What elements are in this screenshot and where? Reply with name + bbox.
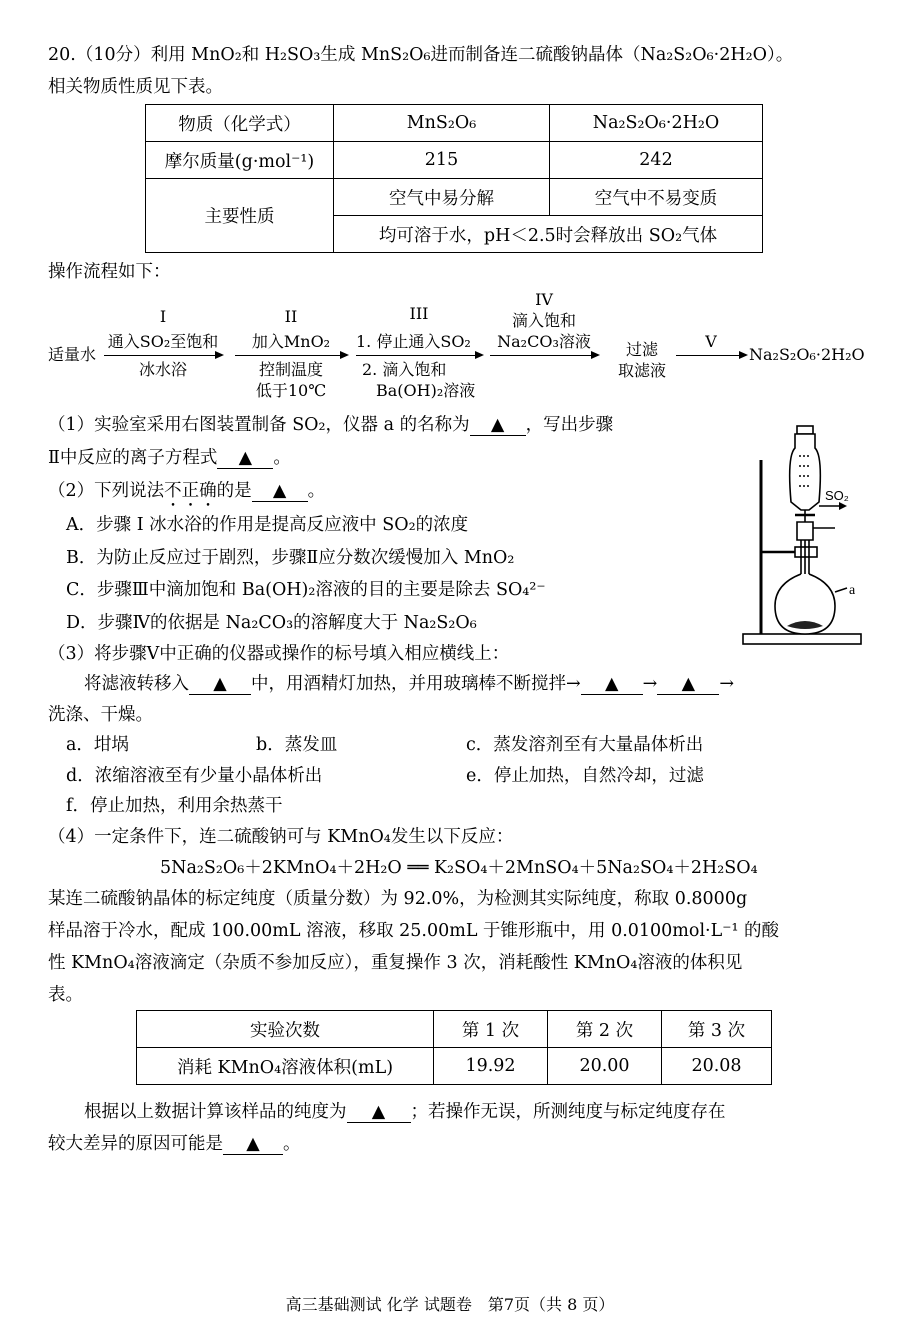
flow-step2-bot2: 低于10℃	[255, 381, 327, 400]
q4-para-1: 某连二硫酸钠晶体的标定纯度（质量分数）为 92.0%，为检测其实际纯度，称取 0.8000g	[48, 889, 748, 909]
q2-option-a: A．步骤 I 冰水浴的作用是提高反应液中 SO₂的浓度	[66, 515, 469, 535]
titr-header-1: 第 1 次	[434, 1011, 548, 1048]
flow-step4-num: IV	[535, 290, 553, 309]
instrument-a-label: a	[849, 583, 856, 598]
flow-intro: 操作流程如下：	[48, 262, 171, 282]
q4-para-4: 表。	[48, 985, 83, 1005]
q3-line2: 洗涤、干燥。	[48, 705, 153, 725]
q3-text-a: 将滤液转移入	[84, 674, 189, 694]
flow-filter-2: 取滤液	[617, 361, 666, 380]
titration-table	[136, 1010, 772, 1085]
q4-para-2: 样品溶于冷水，配成 100.00mL 溶液，移取 25.00mL 于锥形瓶中，用 0.0100mol·L⁻¹ 的酸	[48, 921, 780, 941]
dropping-funnel	[790, 434, 821, 510]
property-table	[145, 104, 763, 253]
q3-option-e: e．停止加热，自然冷却，过滤	[466, 766, 704, 786]
q3-option-d: d．浓缩溶液至有少量小晶体析出	[66, 766, 323, 786]
titr-header-2: 第 2 次	[548, 1011, 662, 1048]
flow-step5-num: V	[705, 332, 717, 351]
flow-arrow-5	[676, 355, 746, 356]
stand-base	[743, 634, 861, 644]
flow-step4-top1: 滴入饱和	[511, 311, 576, 330]
flow-step2-bot1: 控制温度	[258, 360, 323, 379]
answer-blank-q3-b[interactable]: ▲	[581, 674, 643, 695]
q4-equation: 5Na₂S₂O₆＋2KMnO₄＋2H₂O ══ K₂SO₄＋2MnSO₄＋5Na₂SO₄＋2H₂SO₄	[160, 858, 758, 878]
q1-text-b: ，写出步骤	[525, 415, 614, 435]
titr-header-trial: 实验次数	[137, 1011, 434, 1048]
q2-option-b: B．为防止反应过于剧烈，步骤Ⅱ应分数次缓慢加入 MnO₂	[66, 548, 515, 568]
q3-option-a: a．坩埚	[66, 735, 129, 755]
apparatus-figure	[735, 412, 875, 654]
answer-blank-q3-a[interactable]: ▲	[189, 674, 251, 695]
prop-molar-mass-label: 摩尔质量(g·mol⁻¹)	[146, 142, 334, 179]
q4-para-3: 性 KMnO₄溶液滴定（杂质不参加反应），重复操作 3 次，消耗酸性 KMnO₄溶液的体积见	[48, 953, 743, 973]
q2-text-c: 。	[307, 481, 326, 501]
flow-step3-top: 1. 停止通入SO₂	[356, 332, 471, 351]
q3-text-c: →	[642, 674, 658, 694]
q2-text-a: （2）下列说法	[48, 481, 165, 501]
flow-start: 适量水	[48, 345, 97, 364]
flow-step4-top2: Na₂CO₃溶液	[497, 332, 591, 351]
q1-line2	[48, 447, 291, 469]
q1-text-d: 。	[273, 448, 291, 468]
q4-final-text-d: 。	[283, 1134, 301, 1154]
prop-header-mns2o6: MnS₂O₆	[334, 105, 550, 142]
q2-text-b: 的是	[216, 481, 252, 501]
q2-emphasis: 不正确	[164, 481, 217, 501]
q4-title: （4）一定条件下，连二硫酸钠可与 KMnO₄发生以下反应：	[48, 827, 514, 847]
q1-text-a: （1）实验室采用右图装置制备 SO₂，仪器 a 的名称为	[48, 415, 470, 435]
flow-step3-num: III	[409, 304, 429, 323]
q3-line	[84, 673, 734, 695]
q4-final-text-c: 较大差异的原因可能是	[48, 1134, 223, 1154]
flow-arrow-1	[104, 355, 222, 356]
q1-line1	[48, 414, 613, 436]
q2-option-d: D．步骤Ⅳ的依据是 Na₂CO₃的溶解度大于 Na₂S₂O₆	[66, 613, 477, 633]
q3-text-d: →	[719, 674, 735, 694]
titr-volume-1: 19.92	[434, 1048, 548, 1085]
prop-main-a: 空气中易分解	[334, 179, 550, 216]
answer-blank-q4-b[interactable]: ▲	[223, 1134, 283, 1155]
q3-option-b: b．蒸发皿	[256, 735, 338, 755]
flow-arrow-3	[356, 355, 482, 356]
q4-final-text-a: 根据以上数据计算该样品的纯度为	[84, 1102, 347, 1122]
flow-step1-bot: 冰水浴	[138, 360, 187, 379]
flow-step1-top: 通入SO₂至饱和	[107, 332, 219, 351]
titr-volume-label: 消耗 KMnO₄溶液体积(mL)	[137, 1048, 434, 1085]
q4-final-2	[48, 1133, 301, 1155]
page-footer: 高三基础测试 化学 试题卷 第7页（共 8 页）	[285, 1295, 615, 1314]
q1-text-c: Ⅱ中反应的离子方程式	[48, 448, 218, 468]
flow-arrow-4	[490, 355, 598, 356]
prop-header-na2s2o6: Na₂S₂O₆·2H₂O	[550, 105, 763, 142]
q3-option-c: c．蒸发溶剂至有大量晶体析出	[466, 735, 704, 755]
flow-step1-num: I	[159, 307, 167, 326]
q4-final-1	[84, 1101, 726, 1123]
funnel-stopper	[797, 426, 813, 434]
so2-label: SO₂	[825, 488, 849, 503]
titr-header-3: 第 3 次	[662, 1011, 772, 1048]
answer-blank-q1-a[interactable]: ▲	[470, 415, 526, 436]
prop-molar-mass-a: 215	[334, 142, 550, 179]
flow-step3-bot1: 2. 滴入饱和	[362, 360, 447, 379]
flow-step2-top: 加入MnO₂	[251, 332, 331, 351]
process-flow	[0, 290, 900, 400]
answer-blank-q2[interactable]: ▲	[252, 481, 308, 502]
flow-filter-1: 过滤	[625, 340, 658, 359]
clamp-jaw	[795, 547, 817, 557]
question-header: 20.（10分）利用 MnO₂和 H₂SO₃生成 MnS₂O₆进而制备连二硫酸钠晶体（Na₂S₂O₆·2H₂O）。	[48, 45, 794, 65]
q2-line	[48, 480, 325, 511]
q3-title: （3）将步骤Ⅴ中正确的仪器或操作的标号填入相应横线上：	[48, 644, 510, 664]
prop-molar-mass-b: 242	[550, 142, 763, 179]
prop-header-substance: 物质（化学式）	[146, 105, 334, 142]
answer-blank-q1-b[interactable]: ▲	[217, 448, 273, 469]
prop-common: 均可溶于水，pH＜2.5时会释放出 SO₂气体	[334, 216, 763, 253]
q3-option-f: f．停止加热，利用余热蒸干	[66, 796, 283, 816]
answer-blank-q3-c[interactable]: ▲	[657, 674, 719, 695]
prop-main-b: 空气中不易变质	[550, 179, 763, 216]
titr-volume-2: 20.00	[548, 1048, 662, 1085]
answer-blank-q4-a[interactable]: ▲	[347, 1102, 411, 1123]
prop-main-label: 主要性质	[146, 179, 334, 253]
q4-final-text-b: ；若操作无误，所测纯度与标定纯度存在	[410, 1102, 726, 1122]
flow-step2-num: II	[284, 307, 298, 326]
q2-option-c: C．步骤Ⅲ中滴加饱和 Ba(OH)₂溶液的目的主要是除去 SO₄²⁻	[66, 580, 546, 600]
q3-text-b: 中，用酒精灯加热，并用玻璃棒不断搅拌→	[251, 674, 581, 694]
flow-end: Na₂S₂O₆·2H₂O	[749, 345, 865, 364]
flask-stopper	[797, 522, 813, 540]
flow-arrow-2	[235, 355, 347, 356]
titr-volume-3: 20.08	[662, 1048, 772, 1085]
flow-step3-bot2: Ba(OH)₂溶液	[376, 381, 476, 400]
question-header-2: 相关物质性质见下表。	[48, 77, 223, 97]
